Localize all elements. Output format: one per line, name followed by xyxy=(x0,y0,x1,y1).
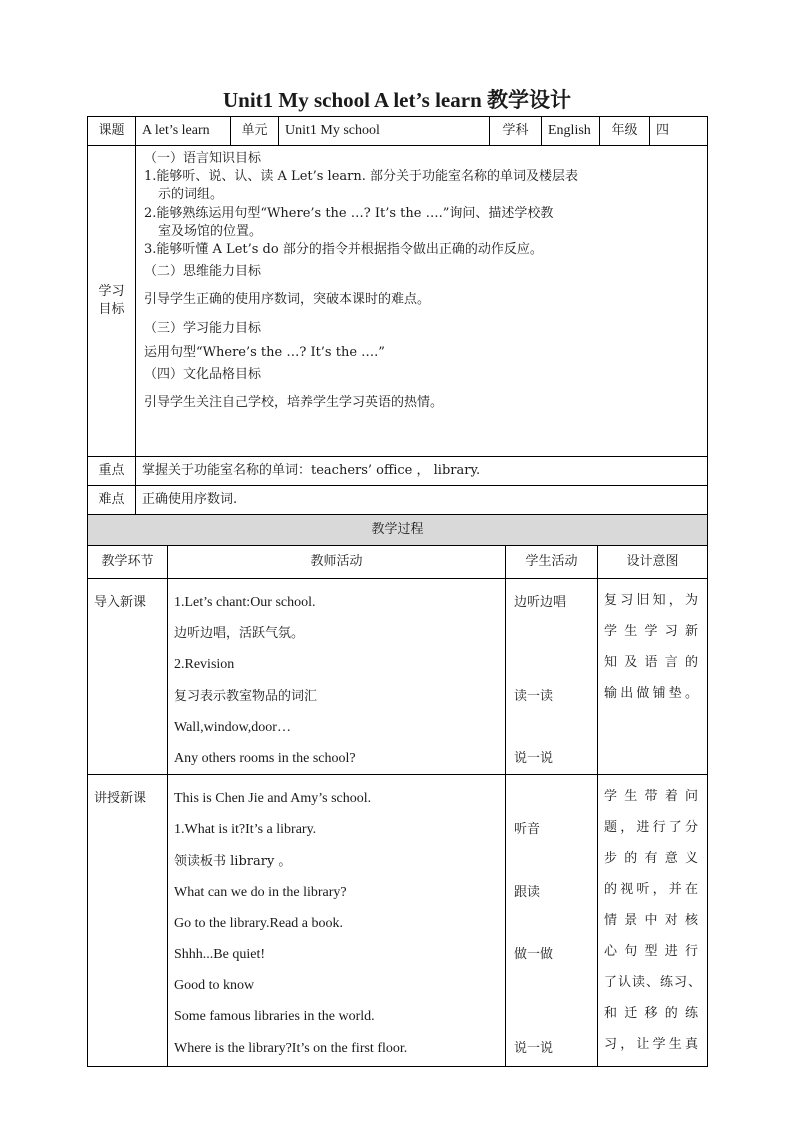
table-row xyxy=(88,775,708,1067)
student-activity-cell xyxy=(506,579,598,775)
design-line: 的视听，并在 xyxy=(604,882,702,898)
design-intent-cell xyxy=(598,579,708,775)
student-line: 听音 xyxy=(514,822,541,838)
student-line xyxy=(512,908,591,939)
design-line: 学生带着问 xyxy=(604,789,702,805)
design-intent-cell xyxy=(598,775,708,1067)
spacer xyxy=(144,310,699,320)
design-text xyxy=(604,781,701,1060)
design-text xyxy=(604,585,701,709)
student-line: 跟读 xyxy=(514,884,541,900)
teacher-line: Shhh...Be quiet! xyxy=(174,947,265,963)
design-line: 知及语言的 xyxy=(604,655,702,670)
design-line: 心句型进行 xyxy=(604,944,702,960)
teacher-line: Where is the library?It’s on the first floor. xyxy=(174,1040,408,1056)
goals-label-line1: 学习 xyxy=(98,283,125,299)
process-header: 教学过程 xyxy=(88,515,708,546)
design-line: 步的有意义 xyxy=(604,851,702,867)
teacher-line: 边听边唱，活跃气氛。 xyxy=(174,626,305,642)
student-line xyxy=(512,712,591,743)
student-activity-cell xyxy=(506,775,598,1067)
column-header-stage: 教学环节 xyxy=(88,546,168,579)
student-line: 读一读 xyxy=(514,688,554,704)
design-line: 情景中对核 xyxy=(604,913,702,929)
design-line: 和迁移的练 xyxy=(604,1006,702,1022)
goal-line: 室及场馆的位置。 xyxy=(158,223,263,239)
stage-label: 讲授新课 xyxy=(94,791,147,807)
teacher-line: 2.Revision xyxy=(174,657,235,673)
stage-cell xyxy=(88,579,168,775)
teacher-activity-cell xyxy=(168,775,506,1067)
spacer xyxy=(144,281,699,291)
goals-content xyxy=(136,146,708,457)
key-point-value: 掌握关于功能室名称的单词：teachers’ office ， library. xyxy=(136,457,708,486)
teacher-line: Good to know xyxy=(174,978,255,994)
spacer xyxy=(144,384,699,394)
page-title: Unit1 My school A let’s learn 教学设计 xyxy=(222,88,572,112)
teacher-line: This is Chen Jie and Amy’s school. xyxy=(174,791,372,807)
goal-heading-knowledge: （一）语言知识目标 xyxy=(144,151,262,166)
column-header-teacher: 教师活动 xyxy=(168,546,506,579)
design-line: 学生学习新 xyxy=(604,624,702,639)
topic-label: 课题 xyxy=(88,117,136,146)
student-line xyxy=(512,783,591,814)
unit-value: Unit1 My school xyxy=(279,117,490,146)
teaching-process-table xyxy=(87,514,708,1067)
goal-line: 引导学生正确的使用序数词，突破本课时的难点。 xyxy=(144,292,431,308)
lesson-info-table xyxy=(87,116,708,515)
student-line xyxy=(512,649,591,680)
grade-label: 年级 xyxy=(600,117,650,146)
goal-heading-culture: （四）文化品格目标 xyxy=(144,366,262,382)
column-header-student: 学生活动 xyxy=(506,546,598,579)
teacher-line: 1.Let’s chant:Our school. xyxy=(174,595,316,610)
goals-label xyxy=(88,146,136,457)
student-line xyxy=(512,970,591,1001)
teacher-activity-cell xyxy=(168,579,506,775)
student-line: 说一说 xyxy=(514,750,554,766)
goal-heading-thinking: （二）思维能力目标 xyxy=(144,264,262,280)
student-line xyxy=(512,618,591,649)
student-line: 说一说 xyxy=(514,1040,554,1056)
design-line: 习，让学生真 xyxy=(604,1037,702,1053)
goal-line: 1.能够听、说、认、读 A Let’s learn. 部分关于功能室名称的单词及楼层表 xyxy=(144,169,578,185)
topic-value: A let’s learn xyxy=(136,117,231,146)
subject-value: English xyxy=(542,117,600,146)
goal-line: 运用句型“Where’s the …? It’s the ….” xyxy=(144,344,385,360)
stage-cell xyxy=(88,775,168,1067)
goal-line: 2.能够熟练运用句型“Where’s the …? It’s the ….”询问、描述学校教 xyxy=(144,205,554,221)
difficult-point-label: 难点 xyxy=(88,486,136,515)
unit-label: 单元 xyxy=(231,117,279,146)
difficult-point-value: 正确使用序数词. xyxy=(136,486,708,515)
grade-value: 四 xyxy=(650,117,708,146)
teacher-line: 领读板书 library 。 xyxy=(174,853,292,869)
design-line: 题，进行了分 xyxy=(604,820,702,836)
goal-line: 3.能够听懂 A Let’s do 部分的指令并根据指令做出正确的动作反应。 xyxy=(144,241,543,257)
student-line: 做一做 xyxy=(514,947,554,963)
table-row xyxy=(88,579,708,775)
teacher-line: What can we do in the library? xyxy=(174,884,347,900)
student-line xyxy=(512,846,591,877)
teacher-line: Go to the library.Read a book. xyxy=(174,915,343,931)
goal-line: 示的词组。 xyxy=(158,187,224,203)
key-point-label: 重点 xyxy=(88,457,136,486)
design-line: 了认读、练习、 xyxy=(604,975,702,991)
design-line: 复习旧知，为 xyxy=(604,593,702,608)
teacher-line: 复习表示教室物品的词汇 xyxy=(174,688,318,704)
goal-heading-learning: （三）学习能力目标 xyxy=(144,320,262,336)
student-line xyxy=(512,1001,591,1032)
design-line: 输出做铺垫。 xyxy=(604,686,702,701)
teacher-line: Any others rooms in the school? xyxy=(174,750,356,766)
goals-label-line2: 目标 xyxy=(98,302,125,317)
teacher-line: 1.What is it?It’s a library. xyxy=(174,822,317,838)
stage-label: 导入新课 xyxy=(94,595,147,610)
goal-line: 引导学生关注自己学校，培养学生学习英语的热情。 xyxy=(144,395,444,411)
teacher-line: Wall,window,door… xyxy=(174,719,291,735)
teacher-line: Some famous libraries in the world. xyxy=(174,1009,375,1025)
student-line: 边听边唱 xyxy=(514,595,567,610)
subject-label: 学科 xyxy=(490,117,542,146)
column-header-design: 设计意图 xyxy=(598,546,708,579)
